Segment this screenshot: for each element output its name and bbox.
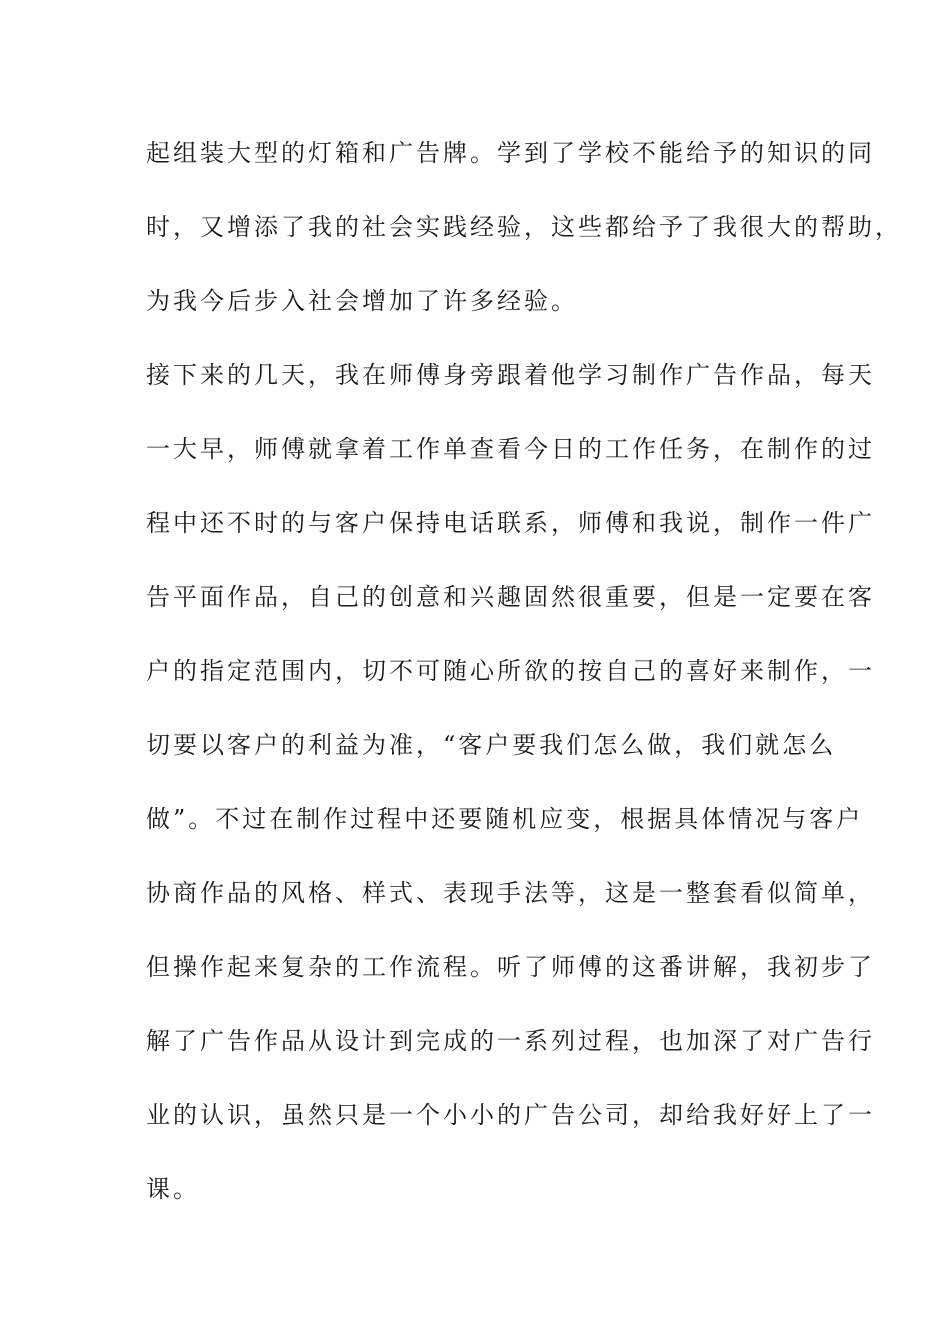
text-line: 时，又增添了我的社会实践经验，这些都给予了我很大的帮助， bbox=[146, 213, 902, 241]
text-line: 程中还不时的与客户保持电话联系，师傅和我说，制作一件广 bbox=[146, 509, 875, 537]
text-line: 业的认识，虽然只是一个小小的广告公司，却给我好好上了一 bbox=[146, 1101, 875, 1129]
text-line: 为我今后步入社会增加了许多经验。 bbox=[146, 287, 578, 315]
text-line: 解了广告作品从设计到完成的一系列过程，也加深了对广告行 bbox=[146, 1027, 875, 1055]
body-text bbox=[146, 131, 902, 1241]
text-line: 接下来的几天，我在师傅身旁跟着他学习制作广告作品，每天 bbox=[146, 361, 875, 389]
text-line: 但操作起来复杂的工作流程。听了师傅的这番讲解，我初步了 bbox=[146, 953, 875, 981]
text-line: 做”。不过在制作过程中还要随机应变，根据具体情况与客户 bbox=[146, 805, 864, 833]
text-line: 起组装大型的灯箱和广告牌。学到了学校不能给予的知识的同 bbox=[146, 139, 875, 167]
text-line: 告平面作品，自己的创意和兴趣固然很重要，但是一定要在客 bbox=[146, 583, 875, 611]
text-line: 课。 bbox=[146, 1175, 200, 1203]
text-line: 一大早，师傅就拿着工作单查看今日的工作任务，在制作的过 bbox=[146, 435, 875, 463]
text-line: 户的指定范围内，切不可随心所欲的按自己的喜好来制作，一 bbox=[146, 657, 875, 685]
text-line: 协商作品的风格、样式、表现手法等，这是一整套看似简单， bbox=[146, 879, 875, 907]
text-line: 切要以客户的利益为准，“客户要我们怎么做，我们就怎么 bbox=[146, 731, 837, 759]
